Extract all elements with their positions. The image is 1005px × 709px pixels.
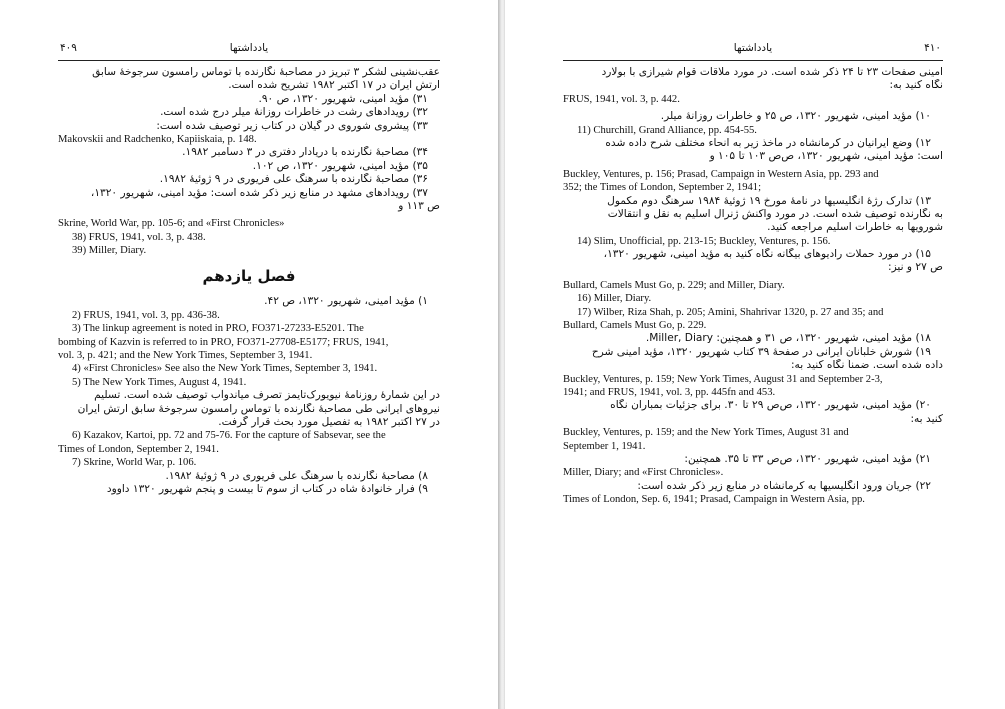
note-line: ص ۲۷ و نیز: [888,261,943,274]
note-line: ۱۲) وضع ایرانیان در کرمانشاه در مآخذ زیر به انحاء مختلف شرح داده شده [605,136,931,149]
note-line: ۳۱) مؤید امینی، شهریور ۱۳۲۰، ص ۹۰. [258,92,428,105]
note-line: ۳۴) مصاحبهٔ نگارنده با دریادار دفتری در ۳ دسامبر ۱۹۸۲. [182,146,428,159]
note-line: شورویها به خاطرات اسلیم مراجعه کنید. [767,221,943,234]
note-line: به نگارنده توصیف شده است. در مورد واکنش ژنرال اسلیم به نقل و انتقالات [607,207,943,220]
note-line: Miller, Diary; and «First Chronicles». [563,467,724,479]
left-running-title: یادداشتها [229,42,269,54]
note-line: ۲۱) مؤید امینی، شهریور ۱۳۲۰، ص‌ص ۳۳ تا ۳۵. همچنین: [684,452,931,465]
note-line: Buckley, Ventures, p. 159; and the New York Times, August 31 and [563,427,849,439]
left-notes-bottom [58,295,440,496]
right-notes [563,66,943,507]
note-line: 16) Miller, Diary. [577,293,652,305]
note-line: 6) Kazakov, Kartoi, pp. 72 and 75-76. For the capture of Sabsevar, see the [72,430,386,442]
note-line: 5) The New York Times, August 4, 1941. [72,376,247,388]
note-line: 11) Churchill, Grand Alliance, pp. 454-55. [577,124,757,136]
left-page-number: ۴۰۹ [60,42,77,54]
note-line: Times of London, Sep. 6, 1941; Prasad, Campaign in Western Asia, pp. [563,494,865,506]
note-line: 14) Slim, Unofficial, pp. 213-15; Buckley, Ventures, p. 156. [577,235,831,247]
note-line: 352; the Times of London, September 2, 1941; [563,182,762,194]
note-line: ۱۸) مؤید امینی، شهریور ۱۳۲۰، ص ۳۱ و همچنین: Miller, Diary. [645,332,931,345]
note-line: ۱۰) مؤید امینی، شهریور ۱۳۲۰، ص ۲۵ و خاطرات روزانهٔ میلر. [660,110,931,123]
note-line: FRUS, 1941, vol. 3, p. 442. [563,93,680,105]
note-line: vol. 3, p. 421; and the New York Times, September 3, 1941. [58,350,313,362]
left-page-body [58,66,440,689]
chapter-heading: فصل یازدهم [202,267,296,286]
note-line: 1941; and FRUS, 1941, vol. 3, pp. 445fn and 453. [563,386,776,398]
note-line: Makovskii and Radchenko, Kapiiskaia, p. 148. [58,133,257,145]
right-page [505,0,1005,709]
note-line: ۸) مصاحبهٔ نگارنده با سرهنگ علی فریوری در ۹ ژوئیهٔ ۱۹۸۲. [165,469,428,482]
left-notes-top [58,66,440,257]
right-page-number: ۴۱۰ [924,42,941,54]
note-line: ۳۷) رویدادهای مشهد در منابع زیر ذکر شده است: مؤید امینی، شهریور ۱۳۲۰، [90,186,428,199]
note-line: Bullard, Camels Must Go, p. 229; and Miller, Diary. [563,279,785,291]
note-line: است: مؤید امینی، شهریور ۱۳۲۰، ص‌ص ۱۰۳ تا ۱۰۵ و [709,150,943,163]
note-line: 2) FRUS, 1941, vol. 3, pp. 436-38. [72,309,220,321]
note-line: 39) Miller, Diary. [72,245,147,257]
note-line: عقب‌نشینی لشکر ۳ تبریز در مصاحبهٔ نگارنده با توماس رامسون سرجوخهٔ سابق [92,66,440,78]
note-line: 3) The linkup agreement is noted in PRO, FO371-27233-E5201. The [72,323,364,335]
note-line: داده شده است. ضمناً نگاه کنید به: [790,359,943,372]
note-line: نگاه کنید به: [889,79,943,92]
note-line: ۳۵) مؤید امینی، شهریور ۱۳۲۰، ص ۱۰۲. [252,159,428,172]
note-line: Times of London, September 2, 1941. [58,443,219,455]
note-line: ارتش ایران در ۱۷ اکتبر ۱۹۸۲ تشریح شده است. [228,79,440,92]
note-line: bombing of Kazvin is referred to in PRO, FO371-27708-E5177; FRUS, 1941, [58,336,389,348]
note-line: ۱۳) تدارک رژهٔ انگلیسیها در نامهٔ مورخ ۱۹ ژوئیهٔ ۱۹۸۴ سرهنگ دوم مکمول [607,194,931,207]
note-line: ۳۲) رویدادهای رشت در خاطرات روزانهٔ میلر درج شده است. [160,106,428,119]
right-page-header [563,40,943,61]
note-line: ۲۲) جریان ورود انگلیسیها به کرمانشاه در منابع زیر ذکر شده است: [637,479,931,492]
note-line: 4) «First Chronicles» See also the New York Times, September 3, 1941. [72,363,378,375]
note-line: ۱۵) در مورد حملات رادیوهای بیگانه نگاه کنید به مؤید امینی، شهریور ۱۳۲۰، [603,248,931,261]
note-line: نیروهای ایرانی طی مصاحبهٔ نگارنده با توماس رامسون سرجوخهٔ سابق ارتش ایران [77,402,440,415]
note-line: Bullard, Camels Must Go, p. 229. [563,320,707,332]
note-line: 38) FRUS, 1941, vol. 3, p. 438. [72,231,206,243]
note-line: 7) Skrine, World War, p. 106. [72,457,197,469]
note-line: September 1, 1941. [563,440,646,452]
note-line: کنید به: [910,412,943,425]
note-line: ۳۳) پیشروی شوروی در گیلان در کتاب زیر توصیف شده است: [156,119,428,132]
left-page [0,0,500,709]
note-line: امینی صفحات ۲۳ تا ۲۴ ذکر شده است. در مورد ملاقات قوام شیرازی با بولارد [601,66,943,78]
note-line: Skrine, World War, pp. 105-6; and «First Chronicles» [58,218,285,230]
note-line: ۹) فرار خانوادهٔ شاه در کتاب از سوم تا بیست و پنجم شهریور ۱۳۲۰ داوود [106,482,428,495]
note-line: 17) Wilber, Riza Shah, p. 205; Amini, Shahrivar 1320, p. 27 and 35; and [577,306,884,318]
note-line: Buckley, Ventures, p. 159; New York Times, August 31 and September 2-3, [563,373,883,385]
note-line: ۱۹) شورش خلبانان ایرانی در صفحهٔ ۳۹ کتاب شهریور ۱۳۲۰، مؤید امینی شرح [591,345,931,358]
note-line: ۳۶) مصاحبهٔ نگارنده با سرهنگ علی فریوری در ۹ ژوئیهٔ ۱۹۸۲. [159,173,428,186]
note-line: ۱) مؤید امینی، شهریور ۱۳۲۰، ص ۴۲. [264,295,428,308]
note-line: Buckley, Ventures, p. 156; Prasad, Campaign in Western Asia, pp. 293 and [563,168,879,180]
right-running-title: یادداشتها [733,42,773,54]
note-line: ۲۰) مؤید امینی، شهریور ۱۳۲۰، ص‌ص ۲۹ تا ۳۰. برای جزئیات بمباران نگاه [610,399,931,412]
note-line: ص ۱۱۳ و [398,199,440,212]
right-page-body [563,66,943,689]
note-line: در این شمارهٔ روزنامهٔ نیویورک‌تایمز تصرف میاندوآب توصیف شده است. تسلیم [94,389,440,402]
note-line: در ۲۷ اکتبر ۱۹۸۲ به تفصیل مورد بحث قرار گرفت. [218,415,440,428]
left-page-header [58,40,440,61]
